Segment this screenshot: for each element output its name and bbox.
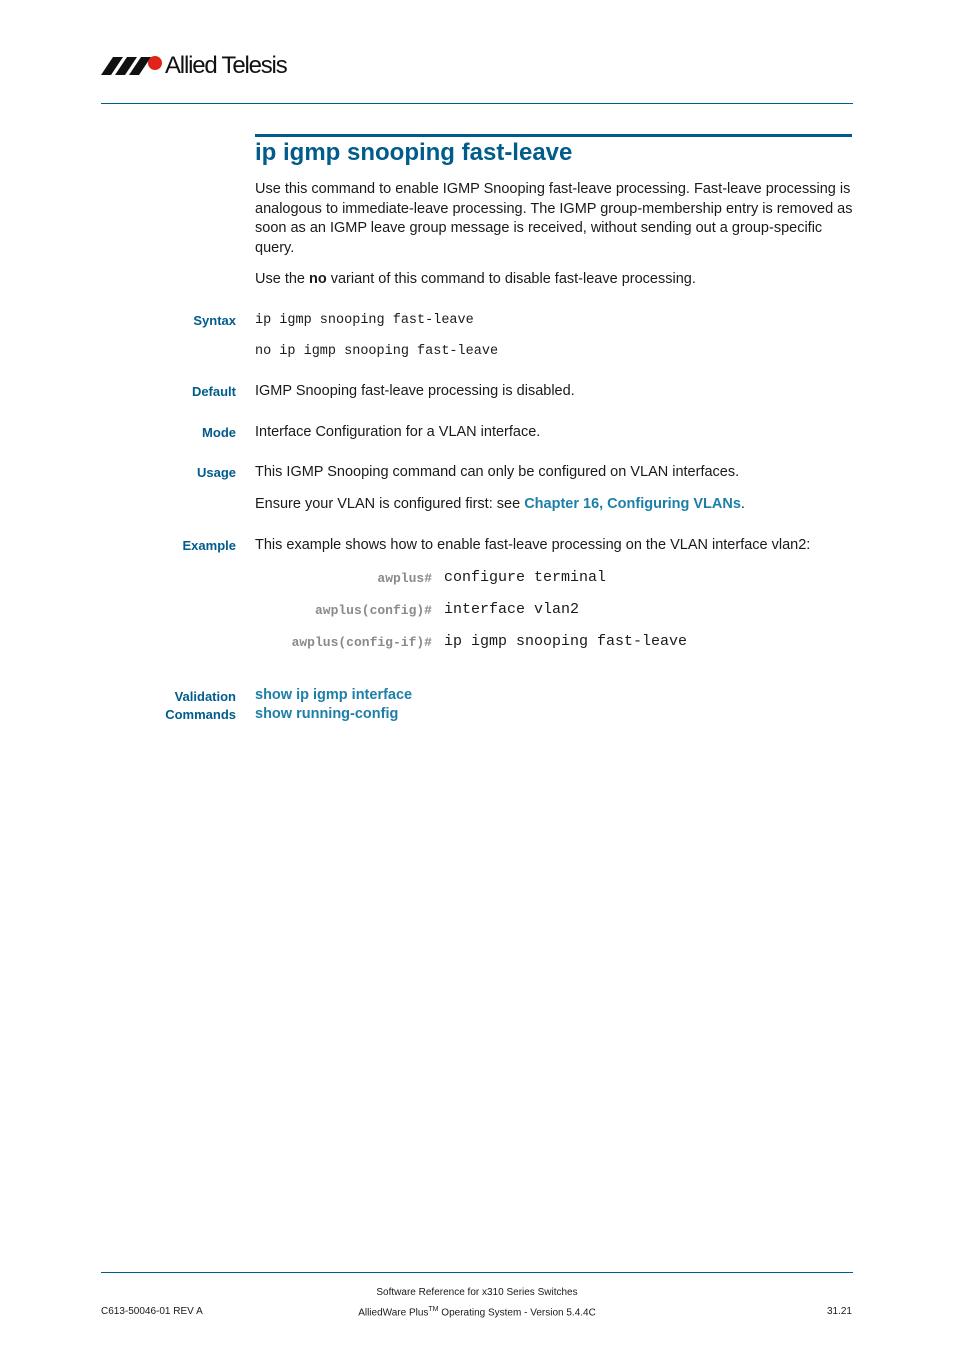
text-span: variant of this command to disable fast-leave processing. bbox=[326, 271, 696, 287]
allied-telesis-logo bbox=[101, 52, 301, 82]
example-text: This example shows how to enable fast-leave processing on the VLAN interface vlan2: bbox=[255, 537, 811, 553]
chapter-link[interactable]: Chapter 16, Configuring VLANs bbox=[524, 496, 741, 512]
text-span: Operating System - Version 5.4.4C bbox=[438, 1307, 596, 1319]
syntax-no-line: no ip igmp snooping fast-leave bbox=[255, 344, 499, 359]
bold-keyword: no bbox=[309, 271, 327, 287]
default-label: Default bbox=[191, 384, 236, 399]
default-text: IGMP Snooping fast-leave processing is disabled. bbox=[255, 383, 575, 399]
title-rule bbox=[255, 134, 852, 137]
text-span: . bbox=[740, 496, 745, 512]
footer-os-version bbox=[322, 1306, 632, 1318]
validation-label-line: Commands bbox=[165, 707, 236, 722]
page-number: 31.21 bbox=[826, 1306, 852, 1317]
doc-id: C613-50046-01 REV A bbox=[101, 1306, 203, 1317]
page-title: ip igmp snooping fast-leave bbox=[255, 139, 573, 166]
no-variant-paragraph bbox=[255, 270, 855, 290]
syntax-line: ip igmp snooping fast-leave bbox=[255, 313, 474, 328]
header-rule bbox=[101, 103, 853, 104]
cli-prompt: awplus(config)# bbox=[314, 603, 432, 618]
cli-command: interface vlan2 bbox=[444, 601, 580, 618]
intro-paragraph: Use this command to enable IGMP Snooping fast-leave processing. Fast-leave processing is analogous to immediate-leave processing. The IGMP group-membership entry is removed as soon as an IGMP leave group message is received, without sending out a group-specific query. bbox=[255, 181, 853, 256]
text-span: AlliedWare Plus bbox=[358, 1307, 429, 1319]
cli-command: ip igmp snooping fast-leave bbox=[444, 633, 688, 650]
footer-title: Software Reference for x310 Series Switches bbox=[376, 1287, 578, 1298]
validation-link[interactable]: show ip igmp interface bbox=[255, 687, 413, 703]
mode-text: Interface Configuration for a VLAN interface. bbox=[255, 424, 541, 440]
syntax-label: Syntax bbox=[193, 313, 236, 328]
logo-mark-icon bbox=[101, 54, 163, 76]
cli-prompt: awplus# bbox=[377, 571, 432, 586]
cli-prompt: awplus(config-if)# bbox=[291, 635, 432, 650]
footer-rule bbox=[101, 1272, 853, 1273]
text-span: Use the bbox=[255, 271, 309, 287]
validation-label bbox=[100, 688, 236, 724]
validation-link[interactable]: show running-config bbox=[255, 706, 399, 722]
usage-text: This IGMP Snooping command can only be configured on VLAN interfaces. bbox=[255, 464, 740, 480]
example-label: Example bbox=[182, 538, 236, 553]
mode-label: Mode bbox=[202, 425, 236, 440]
validation-label-line: Validation bbox=[174, 689, 236, 704]
cli-command: configure terminal bbox=[444, 569, 607, 586]
trademark-sup: TM bbox=[428, 1306, 439, 1313]
text-span: Ensure your VLAN is configured first: see bbox=[255, 496, 525, 512]
logo-text: Allied Telesis bbox=[165, 52, 287, 79]
usage-label: Usage bbox=[196, 465, 236, 480]
usage-reference bbox=[255, 495, 855, 515]
